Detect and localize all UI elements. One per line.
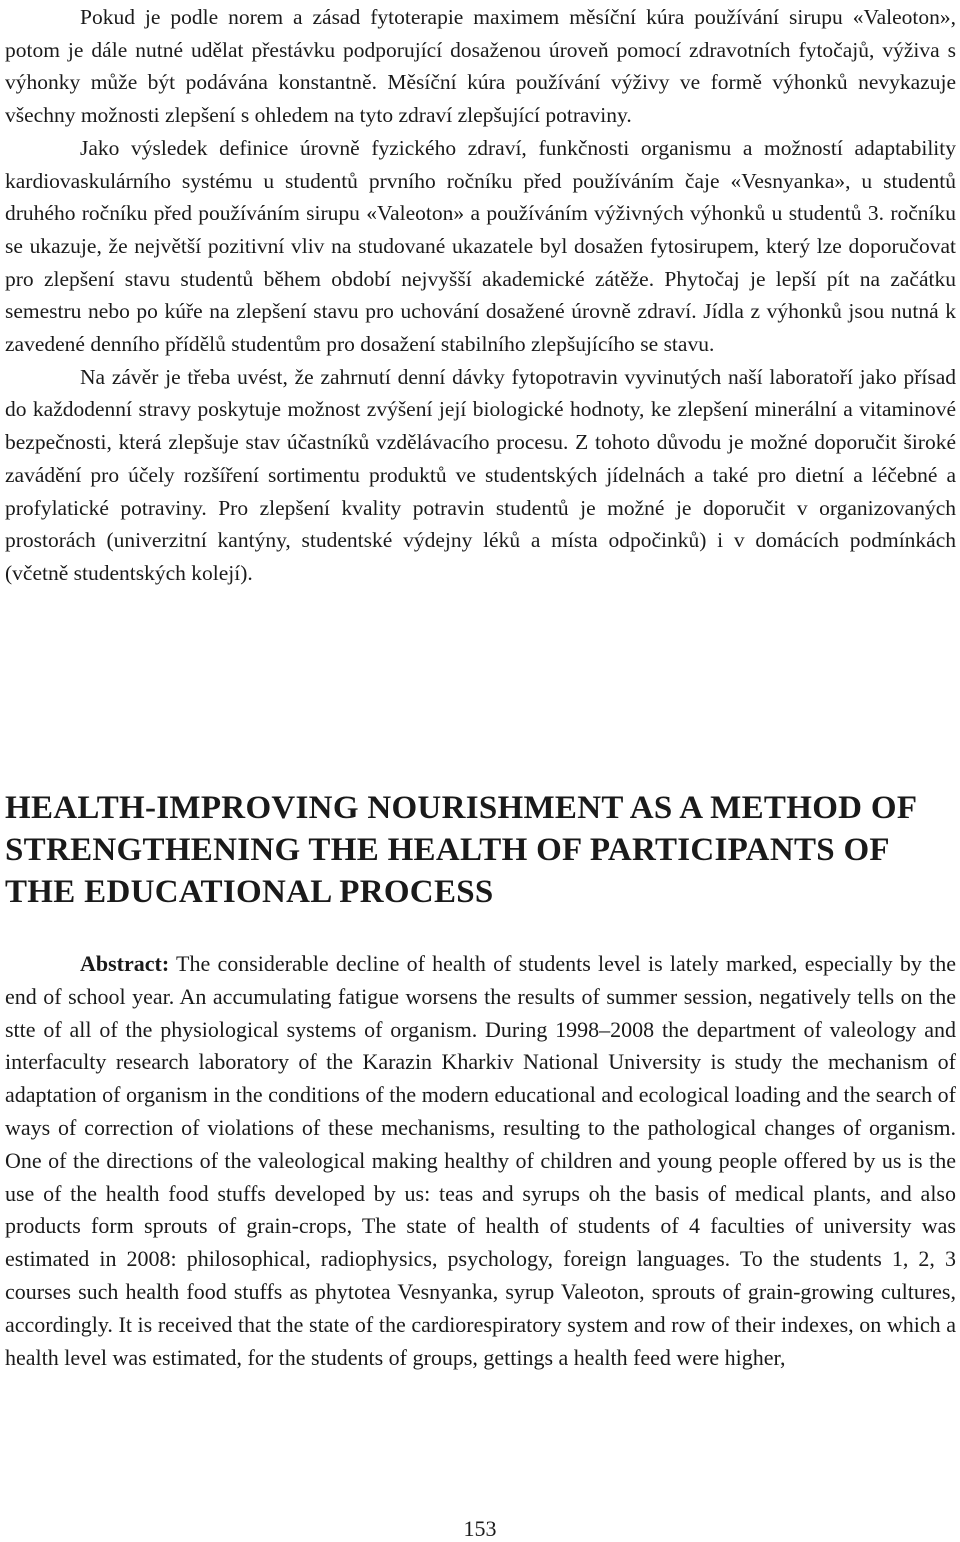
abstract-paragraph [5,948,956,1374]
article-title: HEALTH-IMPROVING NOURISHMENT AS A METHOD OF STRENGTHENING THE HEALTH OF PARTICIPANTS OF THE EDUCATIONAL PROCESS [5,790,917,910]
page-number: 153 [463,1516,497,1541]
paragraph-czech-2: Jako výsledek definice úrovně fyzického zdraví, funkčnosti organismu a možností adaptability kardiovaskulárního systému u studentů prvního ročníku před používáním čaje «Vesnyanka», u studentů druhého ročníku před používáním sirupu «Valeoton» a používáním výživných výhonků u studentů 3. ročníku se ukazuje, že největší pozitivní vliv na studované ukazatele byl dosažen fytosirupem, který lze doporučovat pro zlepšení stavu studentů během období nejvyšší akademické zátěže. Phytočaj je lepší pít na začátku semestru nebo po kúře na zlepšení stavu pro uchování dosažené úrovně zdraví. Jídla z výhonků jsou nutná k zavedené denního přídělů studentům pro dosažení stabilního zlepšujícího se stavu. [5,135,956,357]
czech-text-block [5,0,956,590]
paragraph-czech-3: Na závěr je třeba uvést, že zahrnutí denní dávky fytopotravin vyvinutých naší laboratoří jako přísad do každodenní stravy poskytuje možnost zvýšení její biologické hodnoty, ke zlepšení minerální a vitaminové bezpečnosti, která zlepšuje stav účastníků vzdělávacího procesu. Z tohoto důvodu je možné doporučit široké zavádění pro účely rozšíření sortimentu produktů ve studentských jídelnách a také pro dietní a léčebné a profylatické potraviny. Pro zlepšení kvality potravin studentů je možné je doporučit v organizovaných prostorách (univerzitní kantýny, studentské výdejny léků a místa odpočinků) i v domácích podmínkách (včetně studentských kolejí). [5,364,956,585]
abstract-label: Abstract: [80,951,170,976]
abstract-text: The considerable decline of health of students level is lately marked, especially by the end of school year. An accumulating fatigue worsens the results of summer session, negatively tells on the stte of all of the physiological systems of organism. During 1998–2008 the department of valeology and interfaculty research laboratory of the Karazin Kharkiv National University is study the mechanism of adaptation of organism in the conditions of the modern educational and ecological loading and the search of ways of correction of violations of these mechanisms, resulting to the pathological changes of organism. One of the directions of the valeological making healthy of children and young people offered by us is the use of the health food stuffs developed by us: teas and syrups oh the basis of medical plants, and also products form sprouts of grain-crops, The state of health of students of 4 faculties of university was estimated in 2008: philosophical, radiophysics, psychology, foreign languages. To the students 1, 2, 3 courses such health food stuffs as phytotea Vesnyanka, syrup Valeoton, sprouts of grain-growing cultures, accordingly. It is received that the state of the cardiorespiratory system and row of their indexes, on which a health level was estimated, for the students of groups, gettings a health feed were higher, [5,951,956,1370]
abstract-block [5,948,956,1374]
paragraph-czech-1: Pokud je podle norem a zásad fytoterapie maximem měsíční kúra používání sirupu «Valeoton», potom je dále nutné udělat přestávku podporující dosaženou úroveň pomocí zdravotních fytočajů, výživa s výhonky může být podávána konstantně. Měsíční kúra používání výživy ve formě výhonků nevykazuje všechny možnosti zlepšení s ohledem na tyto zdraví zlepšující potraviny. [5,5,956,128]
